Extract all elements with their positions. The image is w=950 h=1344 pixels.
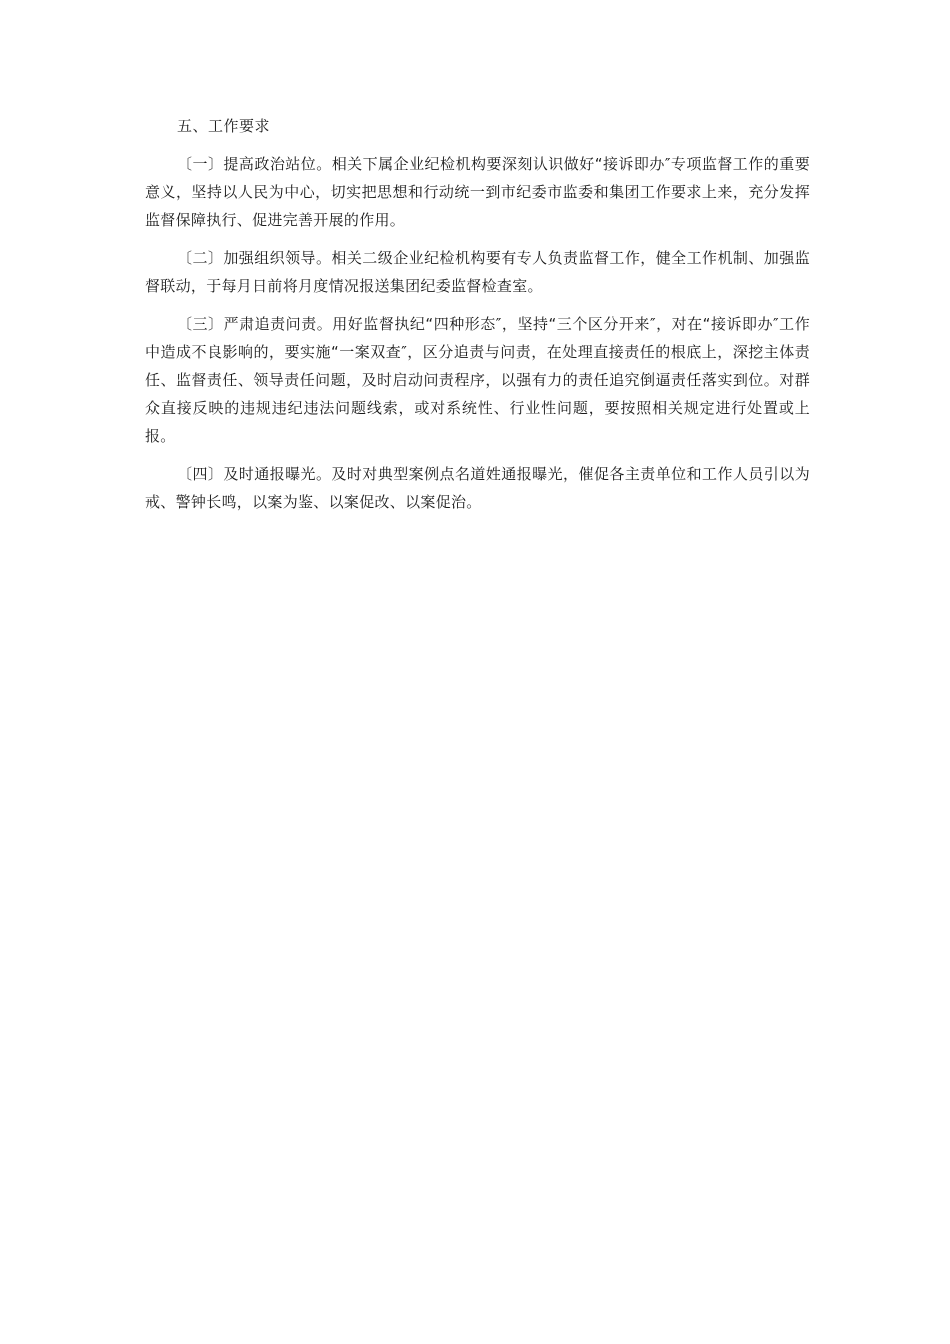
- document-page: [145, 112, 810, 526]
- paragraph-1: 〔一〕提高政治站位。相关下属企业纪检机构要深刻认识做好“接诉即办″专项监督工作的重要意义，坚持以人民为中心，切实把思想和行动统一到市纪委市监委和集团工作要求上来，充分发挥监督保障执行、促进完善开展的作用。: [145, 155, 810, 229]
- paragraph-3: 〔三〕严肃追责问责。用好监督执纪“四种形态″，坚持“三个区分开来″，对在“接诉即办″工作中造成不良影响的，要实施“一案双查″，区分追责与问责，在处理直接责任的根底上，深挖主体责任、监督责任、领导责任问题，及时启动问责程序，以强有力的责任追究倒逼责任落实到位。对群众直接反映的违规违纪违法问题线索，或对系统性、行业性问题，要按照相关规定进行处置或上报。: [145, 315, 810, 445]
- section-heading: 五、工作要求: [177, 117, 271, 135]
- paragraph-4: 〔四〕及时通报曝光。及时对典型案例点名道姓通报曝光，催促各主责单位和工作人员引以为戒、警钟长鸣，以案为鉴、以案促改、以案促治。: [145, 465, 810, 511]
- paragraph-2: 〔二〕加强组织领导。相关二级企业纪检机构要有专人负责监督工作，健全工作机制、加强监督联动，于每月日前将月度情况报送集团纪委监督检查室。: [145, 249, 810, 295]
